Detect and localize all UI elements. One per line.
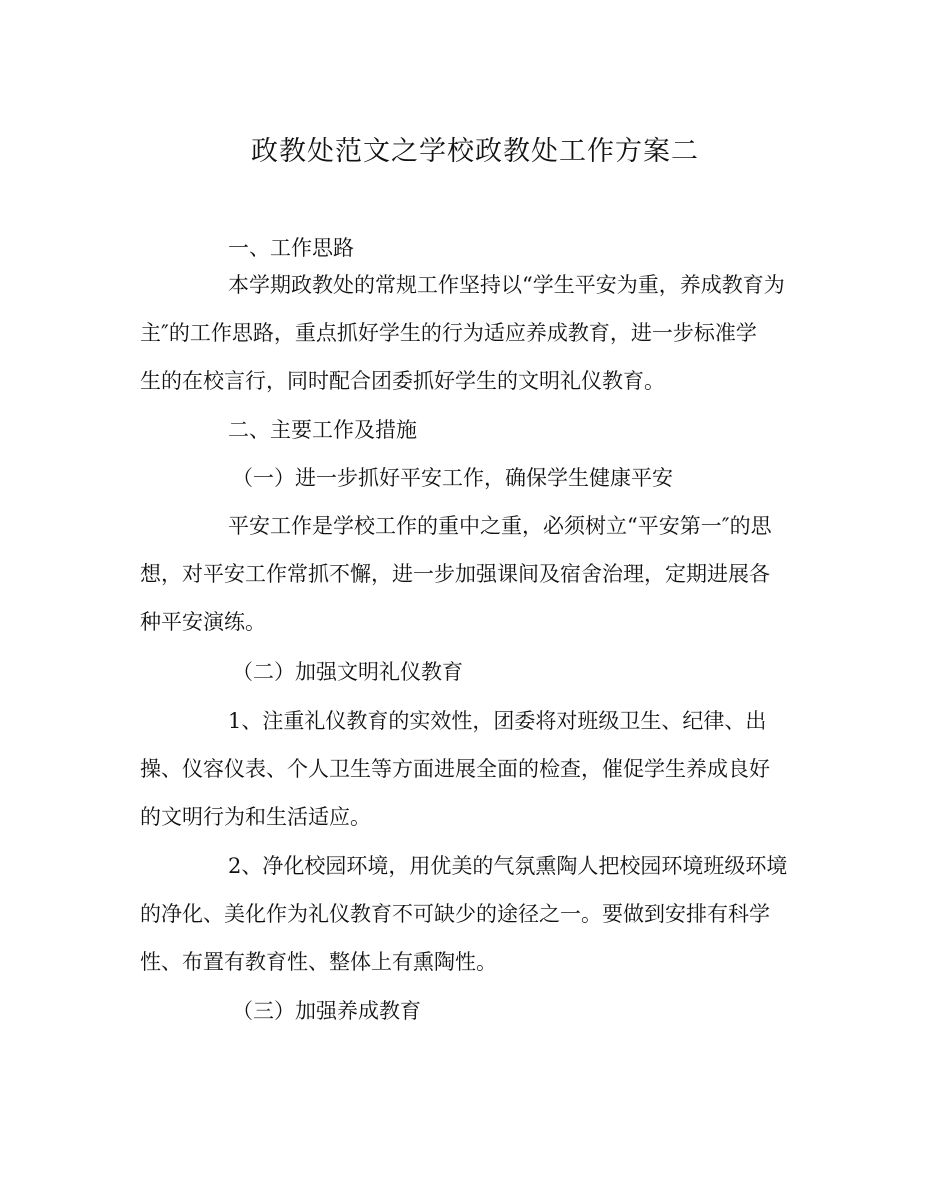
paragraph-line: 本学期政教处的常规工作坚持以“学生平安为重，养成教育为 <box>228 273 785 297</box>
item1-paragraph <box>140 697 810 841</box>
item2-paragraph <box>140 842 810 986</box>
sub3-heading-block <box>140 987 810 1035</box>
sub3-heading: （三）加强养成教育 <box>232 999 421 1023</box>
paragraph-line: 2、净化校园环境，用优美的气氛熏陶人把校园环境班级环境 <box>228 854 788 878</box>
paragraph-line: 平安工作是学校工作的重中之重，必须树立“平安第一″的思 <box>228 514 772 538</box>
sub2-heading: （二）加强文明礼仪教育 <box>232 660 463 684</box>
sub1-heading: （一）进一步抓好平安工作，确保学生健康平安 <box>232 466 673 490</box>
document-title: 政教处范文之学校政教处工作方案二 <box>251 136 699 167</box>
section1-paragraph <box>140 261 810 405</box>
paragraph-line: 的净化、美化作为礼仪教育不可缺少的途径之一。要做到安排有科学 <box>140 902 770 926</box>
sub1-heading-block <box>140 454 810 502</box>
paragraph-line: 生的在校言行，同时配合团委抓好学生的文明礼仪教育。 <box>140 369 665 393</box>
paragraph-line: 种平安演练。 <box>140 610 266 634</box>
paragraph-line: 1、注重礼仪教育的实效性，团委将对班级卫生、纪律、出 <box>228 709 767 733</box>
paragraph-line: 想，对平安工作常抓不懈，进一步加强课间及宿舍治理，定期进展各 <box>140 562 770 586</box>
paragraph-line: 性、布置有教育性、整体上有熏陶性。 <box>140 950 497 974</box>
sub1-paragraph <box>140 502 810 646</box>
paragraph-line: 操、仪容仪表、个人卫生等方面进展全面的检查，催促学生养成良好 <box>140 757 770 781</box>
section2-heading: 二、主要工作及措施 <box>228 418 417 442</box>
sub2-heading-block <box>140 648 810 696</box>
section1-heading: 一、工作思路 <box>228 236 354 260</box>
section2-heading-block <box>140 406 810 454</box>
paragraph-line: 主″的工作思路，重点抓好学生的行为适应养成教育，进一步标准学 <box>140 321 757 345</box>
paragraph-line: 的文明行为和生活适应。 <box>140 805 371 829</box>
